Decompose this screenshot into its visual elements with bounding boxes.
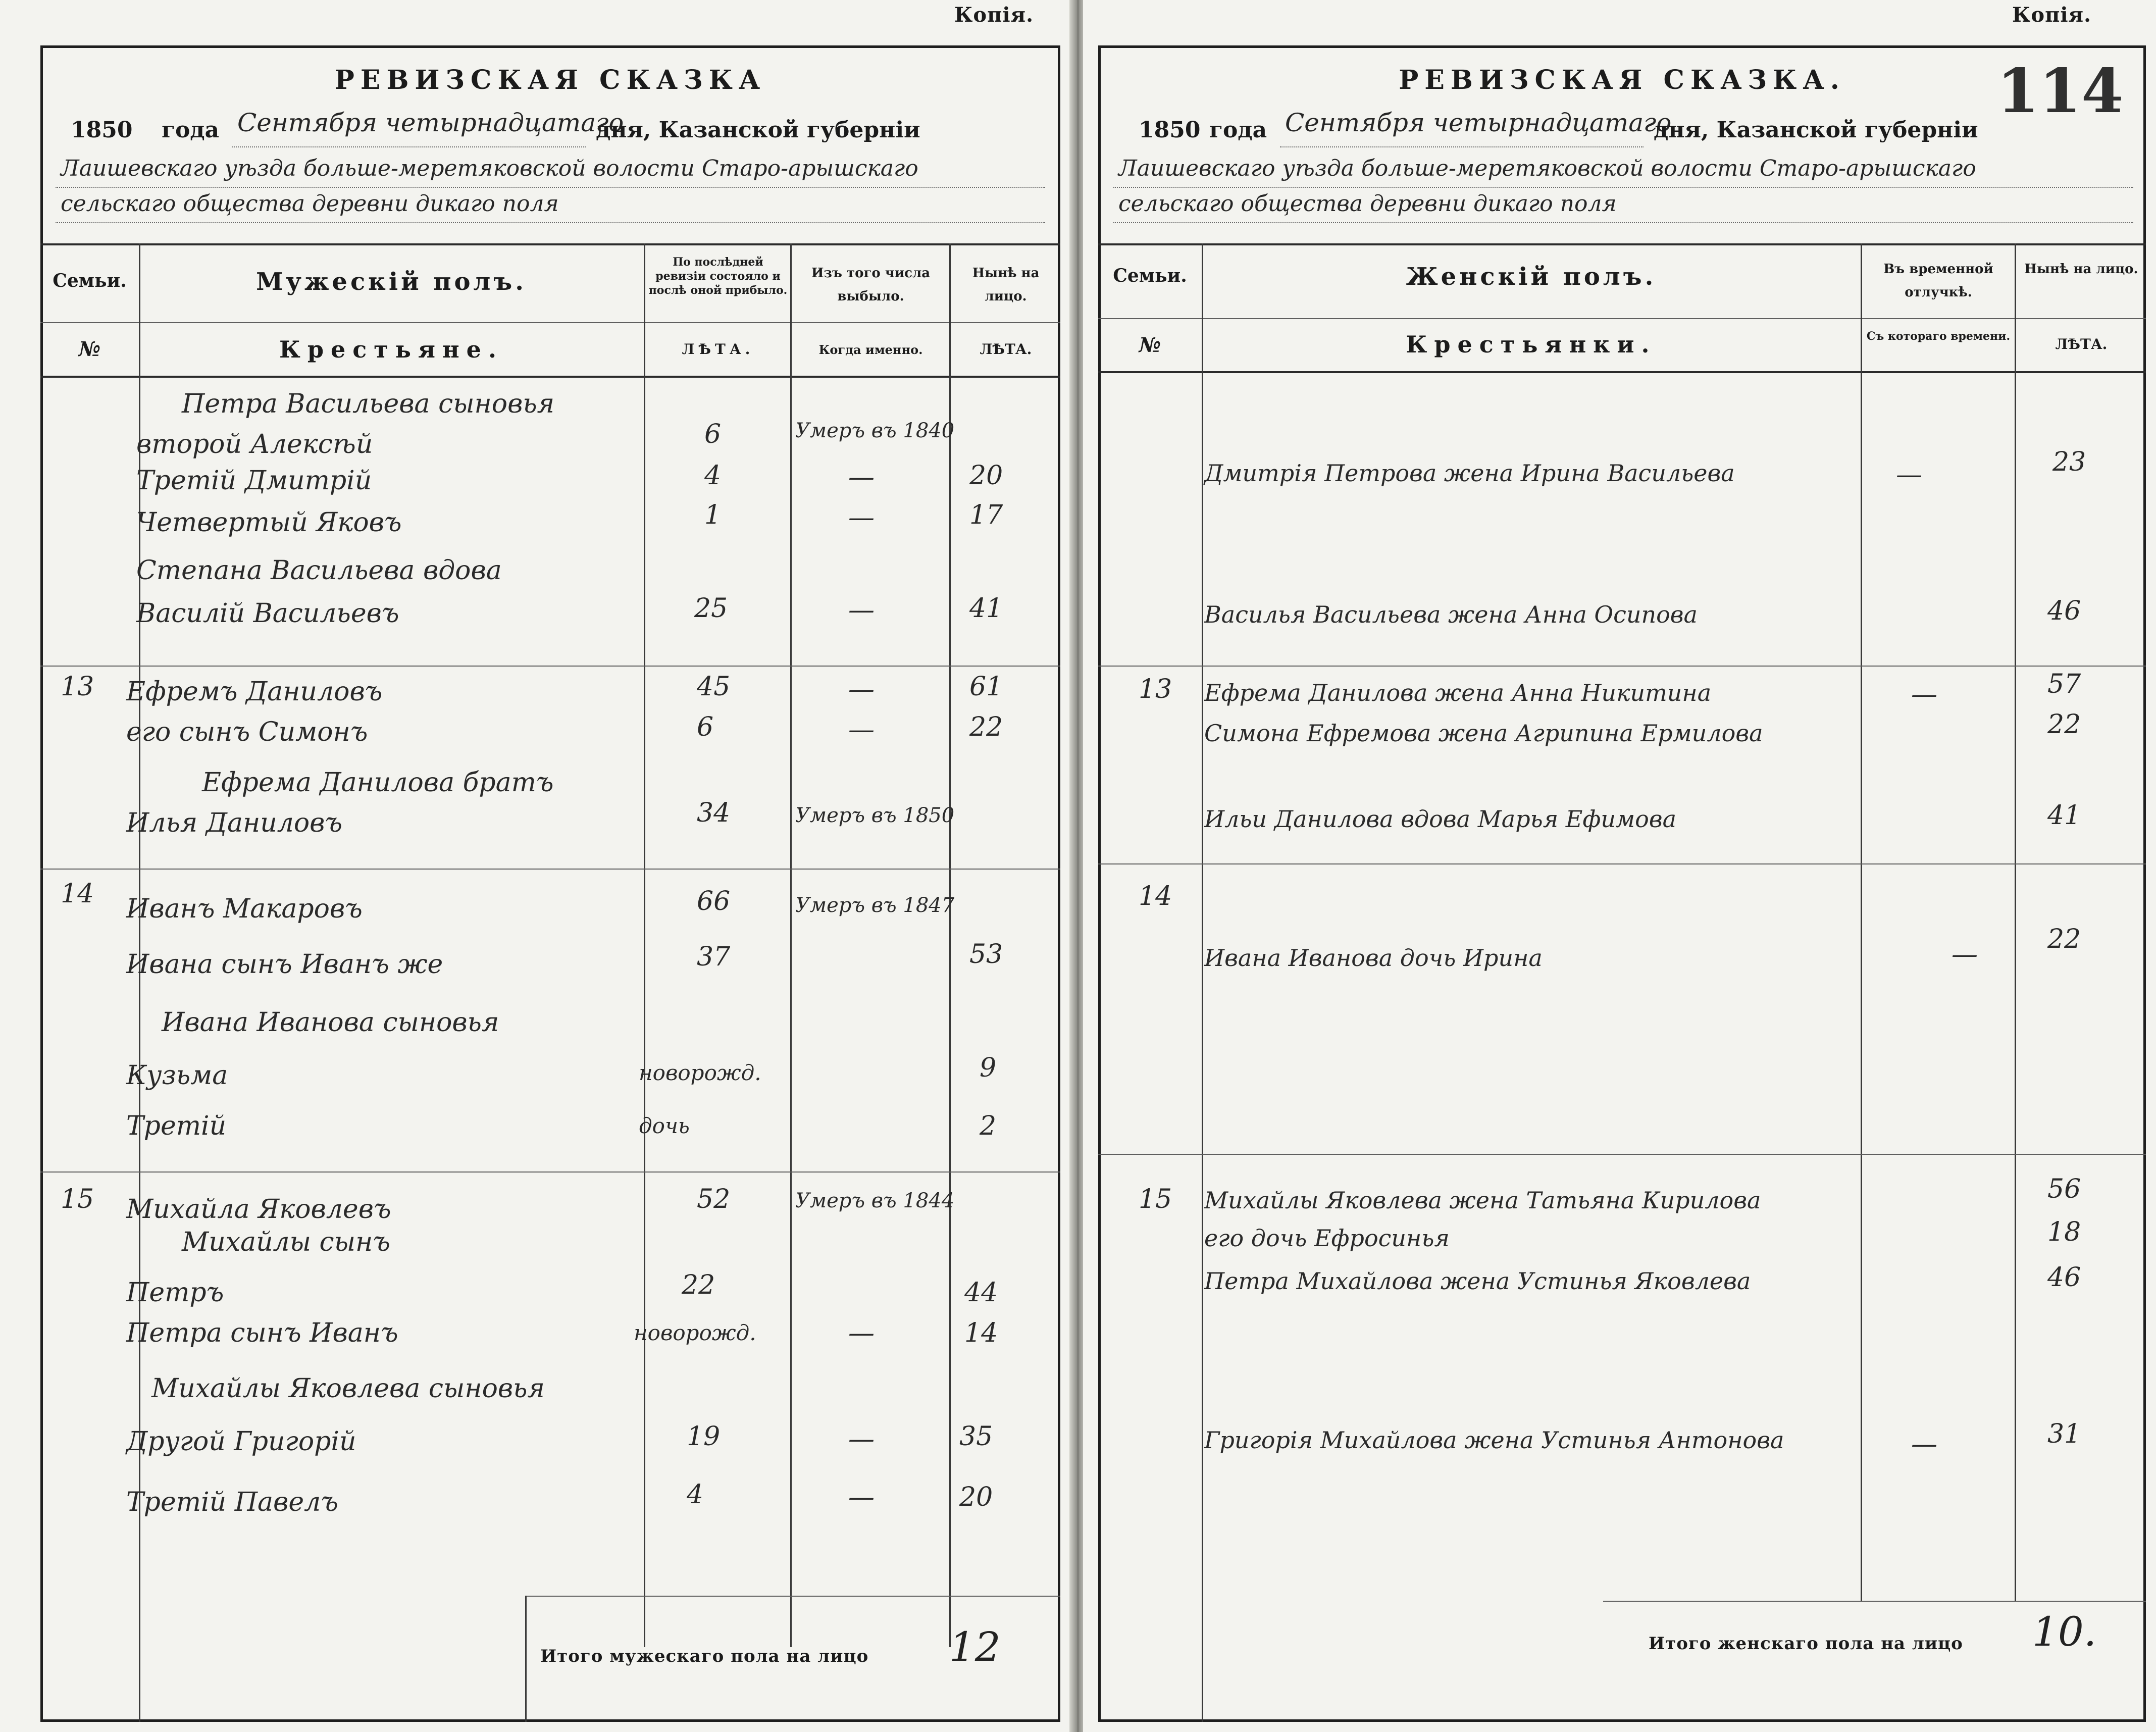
header-bottom-rule (40, 376, 1060, 378)
year-label: 1850 (1139, 117, 1201, 143)
row-name: Ефрема Данилова жена Анна Никитина (1204, 679, 1712, 706)
hdr-last-revision: По послѣдней ревизіи состояло и послѣ оной прибыло. (648, 256, 788, 297)
row-name: Четвертый Яковъ (136, 507, 402, 538)
hdr-class: Крестьянки. (1406, 331, 1657, 358)
year-label: 1850 (71, 117, 133, 143)
row-name: Ефрема Данилова братъ (202, 768, 554, 798)
row-since: — (1911, 679, 1937, 709)
family-separator (1098, 863, 2146, 864)
place-underline-1 (1113, 187, 2133, 188)
row-revision: 6 (697, 712, 714, 742)
day-province-label: дня, Казанской губерніи (596, 117, 920, 143)
row-now: 35 (959, 1421, 993, 1452)
goda-label: года (162, 117, 220, 143)
row-now: 22 (2047, 709, 2081, 740)
row-when: — (848, 462, 875, 492)
place-handwritten-1: Лаишевскаго уѣзда больше-меретяковской волости Старо-арышскаго (61, 156, 918, 181)
row-when: Умеръ въ 1850 (795, 804, 955, 827)
place-underline-2 (56, 222, 1045, 223)
col-divider-name (1861, 243, 1862, 1602)
date-underline (1280, 146, 1644, 147)
row-when: Умеръ въ 1847 (795, 894, 955, 917)
row-now: 20 (959, 1482, 993, 1512)
row-family-number: 13 (61, 672, 94, 702)
place-handwritten-2: сельскаго общества деревни дикаго поля (61, 191, 559, 217)
row-name: Григорія Михайлова жена Устинья Антонова (1204, 1427, 1784, 1454)
row-name: Михайлы Яковлева сыновья (151, 1373, 545, 1404)
left-page (0, 0, 1073, 1732)
row-now: 53 (969, 939, 1003, 970)
form-title: РЕВИЗСКАЯ СКАЗКА. (1399, 65, 1845, 95)
row-when: — (848, 715, 875, 745)
hdr-absent: Въ временной отлучкѣ. (1883, 262, 1993, 300)
place-underline-2 (1113, 222, 2133, 223)
row-name: его сынъ Симонъ (126, 717, 368, 747)
goda-label: года (1209, 117, 1267, 143)
row-now: 2 (980, 1111, 997, 1141)
hdr-years: ЛѢТА. (682, 341, 754, 358)
row-revision: 1 (704, 500, 722, 530)
family-separator (1098, 1154, 2146, 1155)
row-now: 9 (980, 1053, 997, 1083)
col-divider-dropped (949, 243, 951, 1647)
date-handwritten: Сентября четырнадцатаго (1285, 108, 1672, 137)
row-when: — (848, 1318, 875, 1348)
hdr-now: Нынѣ на лицо. (972, 266, 1040, 304)
place-handwritten-1: Лаишевскаго уѣзда больше-меретяковской волости Старо-арышскаго (1118, 156, 1976, 181)
row-now: 23 (2052, 447, 2086, 477)
total-value: 10. (2032, 1608, 2097, 1655)
row-since: — (1896, 460, 1922, 490)
row-now: 17 (969, 500, 1003, 530)
row-when: — (848, 595, 875, 625)
row-name: Ивана Иванова сыновья (162, 1007, 499, 1038)
row-name: Кузьма (126, 1060, 228, 1091)
header-divider (1098, 318, 2146, 319)
row-when: — (848, 1424, 875, 1454)
row-when: — (848, 502, 875, 533)
total-box-left (525, 1596, 527, 1722)
hdr-family: Семьи. (1113, 265, 1187, 286)
row-now: 14 (964, 1318, 998, 1348)
row-revision: 66 (697, 886, 731, 916)
row-now: 41 (969, 593, 1003, 624)
family-separator (1098, 666, 2146, 667)
date-underline (232, 146, 586, 147)
total-value: 12 (949, 1623, 1001, 1670)
row-name: Ивана Иванова дочь Ирина (1204, 944, 1543, 972)
row-name: второй Алексѣй (136, 429, 373, 460)
row-name: Ильи Данилова вдова Марья Ефимова (1204, 805, 1677, 833)
row-now: 22 (2047, 924, 2081, 954)
row-name: Илья Даниловъ (126, 808, 343, 838)
row-name: Третій Павелъ (126, 1487, 338, 1517)
row-revision: 52 (697, 1184, 731, 1214)
hdr-num: № (1139, 333, 1161, 357)
row-when: — (848, 674, 875, 704)
row-now: 22 (969, 712, 1003, 742)
row-family-number: 15 (61, 1184, 94, 1214)
hdr-now: Нынѣ на лицо. (2024, 262, 2138, 277)
header-bottom-rule (1098, 371, 2146, 373)
row-since: — (1952, 939, 1978, 970)
row-name: Иванъ Макаровъ (126, 894, 363, 924)
row-name: Дмитрія Петрова жена Ирина Васильева (1204, 460, 1735, 487)
col-divider-name (644, 243, 645, 1647)
row-name: Петра сынъ Иванъ (126, 1318, 398, 1348)
row-family-number: 14 (61, 879, 94, 909)
family-separator (40, 666, 1060, 667)
row-name: Третій (126, 1111, 227, 1141)
page-number-mark: 114 (1997, 56, 2124, 127)
row-name: Василья Васильева жена Анна Осипова (1204, 601, 1698, 628)
row-revision: 45 (697, 672, 731, 702)
row-name: Петра Васильева сыновья (182, 389, 555, 419)
row-name: Степана Васильева вдова (136, 555, 502, 586)
row-now: 46 (2047, 596, 2081, 626)
place-handwritten-2: сельскаго общества деревни дикаго поля (1118, 191, 1617, 217)
row-family-number: 15 (1139, 1184, 1172, 1214)
col-divider-family (1202, 243, 1203, 1722)
row-name: его дочь Ефросинья (1204, 1225, 1450, 1252)
form-title: РЕВИЗСКАЯ СКАЗКА (334, 65, 766, 95)
row-now: 41 (2047, 800, 2081, 831)
date-handwritten: Сентября четырнадцатаго (237, 108, 624, 137)
hdr-sex: Женскій полъ. (1406, 263, 1657, 291)
hdr-now-years: ЛѢТА. (980, 341, 1032, 358)
hdr-now-years: ЛѢТА. (2055, 336, 2108, 352)
row-now: 18 (2047, 1217, 2081, 1247)
row-revision: дочь (639, 1113, 690, 1138)
total-rule (525, 1596, 1060, 1597)
row-when: — (848, 1482, 875, 1512)
row-name: Третій Дмитрій (136, 466, 372, 496)
row-now: 20 (969, 461, 1003, 491)
row-revision: 34 (697, 798, 731, 828)
row-now: 57 (2047, 669, 2081, 699)
row-revision: новорожд. (639, 1060, 761, 1085)
hdr-dropped: Изъ того числа выбыло. (811, 266, 931, 304)
row-when: Умеръ въ 1844 (795, 1189, 955, 1212)
table-top-rule (40, 243, 1060, 245)
row-now: 56 (2047, 1174, 2081, 1204)
row-revision: 19 (687, 1421, 721, 1452)
row-name: Ивана сынъ Иванъ же (126, 949, 443, 980)
table-top-rule (1098, 243, 2146, 245)
total-label: Итого мужескаго пола на лицо (540, 1646, 869, 1666)
row-name: Михайла Яковлевъ (126, 1194, 391, 1225)
family-separator (40, 869, 1060, 870)
row-name: Петръ (126, 1278, 224, 1308)
row-revision: 4 (687, 1480, 704, 1510)
total-label: Итого женскаго пола на лицо (1649, 1634, 1963, 1654)
row-now: 61 (969, 672, 1003, 702)
hdr-when: Когда именно. (818, 342, 923, 357)
hdr-since: Съ котораго времени. (1866, 330, 2011, 343)
copy-label: Копія. (954, 3, 1034, 27)
row-revision: 25 (694, 593, 728, 624)
row-name: Ефремъ Даниловъ (126, 677, 383, 707)
row-name: Петра Михайлова жена Устинья Яковлева (1204, 1267, 1751, 1295)
right-page (1083, 0, 2156, 1732)
row-revision: новорожд. (634, 1320, 756, 1345)
hdr-class: Крестьяне. (279, 336, 503, 363)
header-divider (40, 322, 1060, 323)
row-family-number: 14 (1139, 881, 1172, 911)
row-revision: 22 (682, 1270, 715, 1300)
row-name: Михайлы Яковлева жена Татьяна Кирилова (1204, 1187, 1761, 1214)
day-province-label: дня, Казанской губерніи (1654, 117, 1978, 143)
row-name: Симона Ефремова жена Агрипина Ермилова (1204, 720, 1763, 747)
row-now: 31 (2047, 1419, 2081, 1449)
row-now: 44 (964, 1278, 998, 1308)
row-family-number: 13 (1139, 674, 1172, 704)
row-since: — (1911, 1429, 1937, 1459)
row-revision: 6 (704, 419, 722, 449)
col-divider-revision (790, 243, 792, 1647)
col-divider-absent (2015, 243, 2016, 1602)
row-name: Другой Григорій (126, 1427, 356, 1457)
hdr-family: Семьи. (53, 270, 127, 291)
row-now: 46 (2047, 1262, 2081, 1293)
row-revision: 4 (704, 461, 722, 491)
family-separator (40, 1171, 1060, 1173)
hdr-sex: Мужескій полъ. (256, 268, 527, 296)
copy-label: Копія. (2012, 3, 2092, 27)
row-name: Василій Васильевъ (136, 598, 399, 629)
row-revision: 37 (697, 942, 731, 972)
row-when: Умеръ въ 1840 (795, 419, 955, 442)
row-name: Михайлы сынъ (182, 1227, 390, 1257)
place-underline-1 (56, 187, 1045, 188)
hdr-num: № (78, 337, 101, 361)
total-rule (1603, 1601, 2146, 1602)
